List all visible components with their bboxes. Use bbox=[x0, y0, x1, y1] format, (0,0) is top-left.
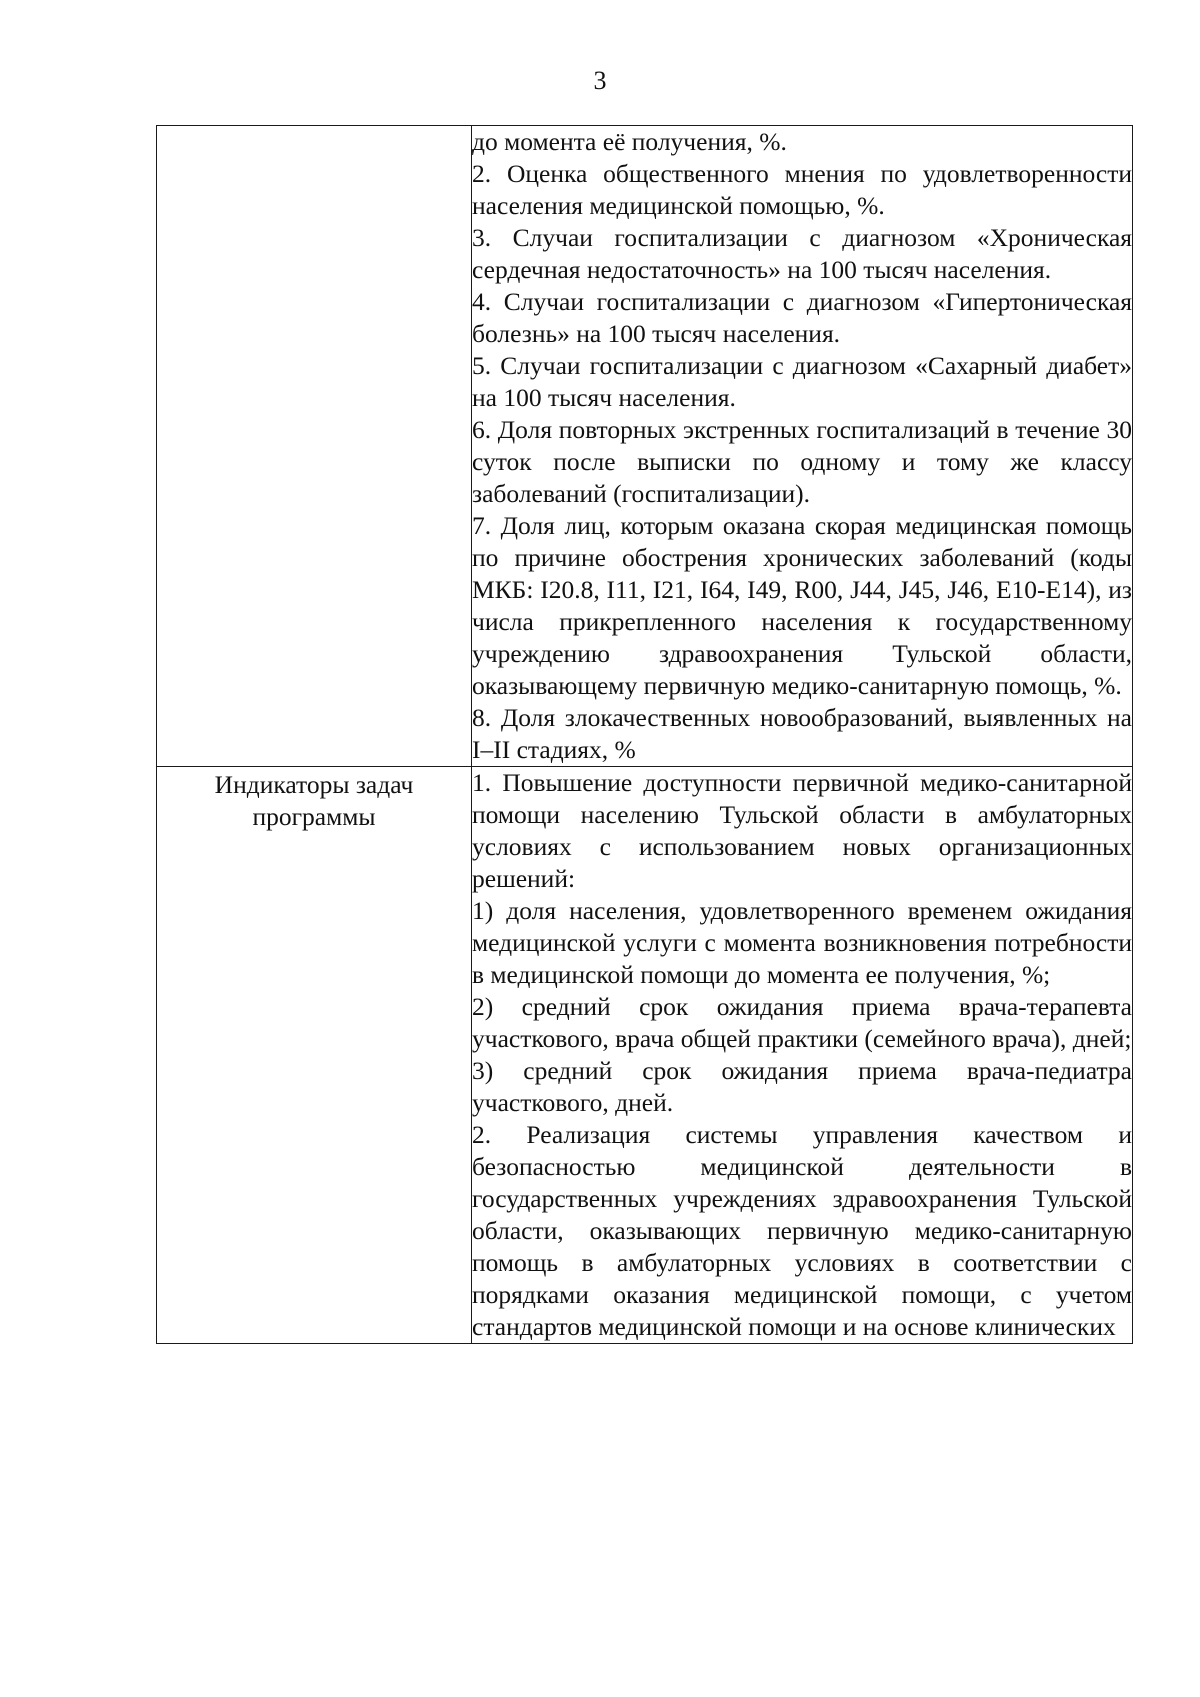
row-content-cell bbox=[472, 126, 1133, 767]
row-label bbox=[157, 126, 471, 128]
row-label: Индикаторы задач программы bbox=[214, 770, 414, 831]
table-row bbox=[157, 126, 1133, 767]
task-paragraph: 3) средний срок ожидания приема врача-педиатра участкового, дней. bbox=[472, 1056, 1132, 1117]
indicator-paragraph: 4. Случаи госпитализации с диагнозом «Гипертоническая болезнь» на 100 тысяч населения. bbox=[472, 287, 1132, 348]
task-paragraph: 1) доля населения, удовлетворенного временем ожидания медицинской услуги с момента возникновения потребности в медицинской помощи до момента ее получения, %; bbox=[472, 896, 1132, 989]
row-label-cell bbox=[157, 126, 472, 767]
indicator-paragraph: 6. Доля повторных экстренных госпитализаций в течение 30 суток после выписки по одному и тому же классу заболеваний (госпитализации). bbox=[472, 415, 1132, 508]
program-passport-table bbox=[156, 125, 1133, 1344]
indicator-paragraph: 3. Случаи госпитализации с диагнозом «Хроническая сердечная недостаточность» на 100 тысяч населения. bbox=[472, 223, 1132, 284]
indicator-paragraph: 7. Доля лиц, которым оказана скорая медицинская помощь по причине обострения хронических заболеваний (коды МКБ: I20.8, I11, I21, I64, I49, R00, J44, J45, J46, E10-E14), из числа прикрепленного населения к государственному учреждению здравоохранения Тульской области, оказывающему первичную медико-санитарную помощь, %. bbox=[472, 511, 1132, 700]
row-content-cell bbox=[472, 767, 1133, 1344]
page-number: 3 bbox=[593, 66, 607, 95]
task-paragraph: 2. Реализация системы управления качеством и безопасностью медицинской деятельности в государственных учреждениях здравоохранения Тульской области, оказывающих первичную медико-санитарную помощь в амбулаторных условиях в соответствии с порядками оказания медицинской помощи, с учетом стандартов медицинской помощи и на основе клинических bbox=[472, 1120, 1132, 1341]
indicator-paragraph: до момента её получения, %. bbox=[472, 127, 787, 156]
table-row bbox=[157, 767, 1133, 1344]
indicator-paragraph: 2. Оценка общественного мнения по удовлетворенности населения медицинской помощью, %. bbox=[472, 159, 1132, 220]
task-paragraph: 2) средний срок ожидания приема врача-терапевта участкового, врача общей практики (семейного врача), дней; bbox=[472, 992, 1132, 1053]
row-label-cell bbox=[157, 767, 472, 1344]
indicator-paragraph: 8. Доля злокачественных новообразований, выявленных на I–II стадиях, % bbox=[472, 703, 1132, 764]
task-paragraph: 1. Повышение доступности первичной медико-санитарной помощи населению Тульской области в амбулаторных условиях с использованием новых организационных решений: bbox=[472, 768, 1132, 893]
indicator-paragraph: 5. Случаи госпитализации с диагнозом «Сахарный диабет» на 100 тысяч населения. bbox=[472, 351, 1132, 412]
